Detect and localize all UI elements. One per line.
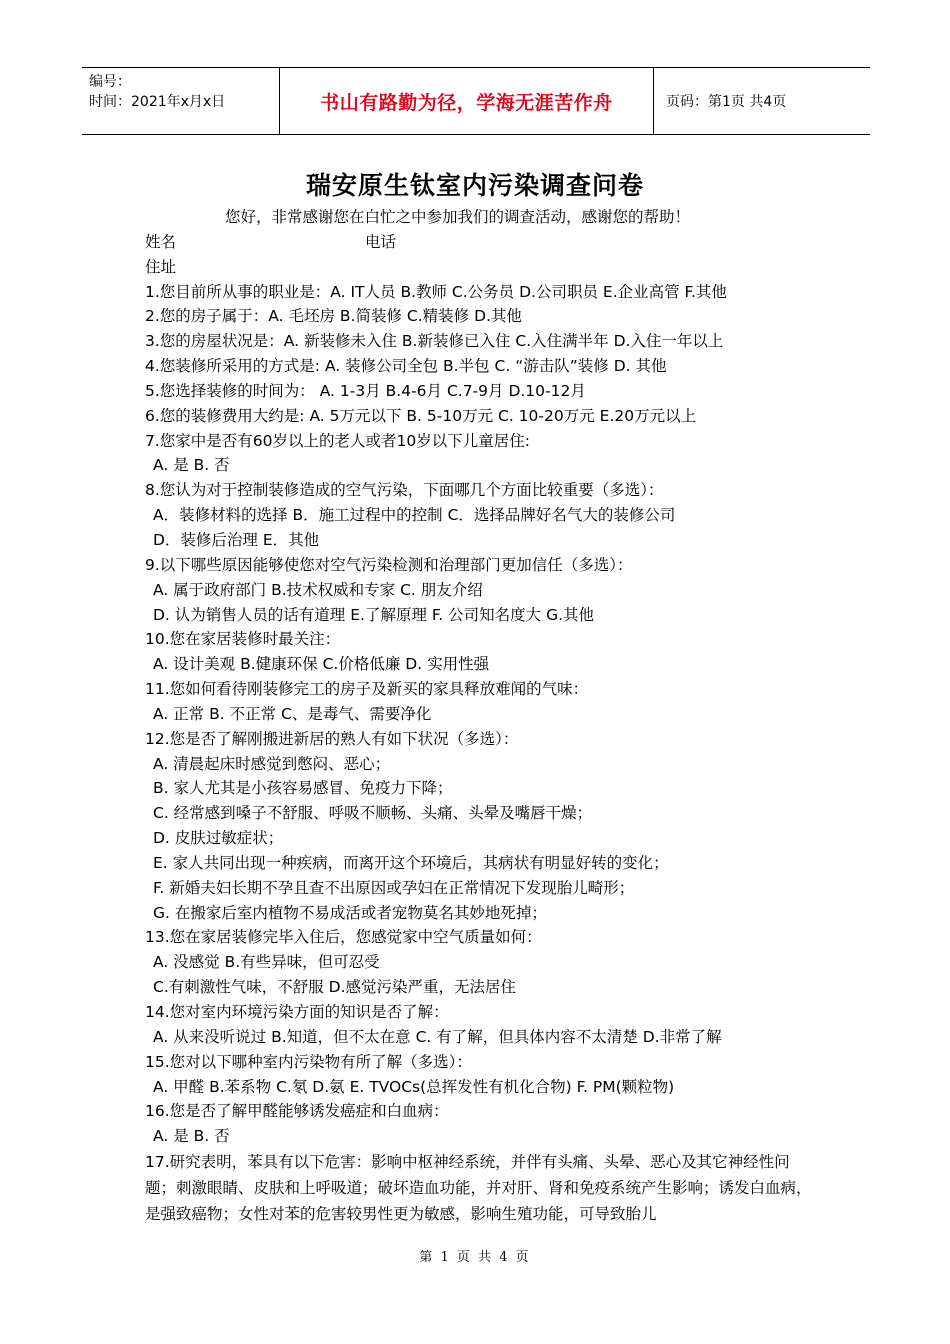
answer-options-line: A. 正常 B. 不正常 C、是毒气、需要净化 [153, 704, 432, 723]
answer-options-line: A. 清晨起床时感觉到憋闷、恶心； [153, 754, 391, 773]
answer-options-line: C. 经常感到嗓子不舒服、呼吸不顺畅、头痛、头晕及嘴唇干燥； [153, 804, 593, 823]
name-phone-row [145, 230, 815, 255]
answer-options-line: D. 皮肤过敏症状； [153, 829, 284, 848]
answer-options-line: A. 是 B. 否 [153, 456, 230, 475]
answer-options-line: A. 是 B. 否 [153, 1127, 230, 1146]
answer-options-line: A. 设计美观 B.健康环保 C.价格低廉 D. 实用性强 [153, 655, 490, 674]
answer-options-line: A. 没感觉 B.有些异味，但可忍受 [153, 953, 380, 972]
header-page-info [654, 68, 870, 134]
doc-time-label: 时间：2021年x月x日 [89, 94, 226, 110]
answer-options-line: E. 家人共同出现一种疾病，而离开这个环境后，其病状有明显好转的变化； [153, 853, 669, 872]
answer-options-line: A. 甲醛 B.苯系物 C.氡 D.氨 E. TVOCs(总挥发性有机化合物) F. PM(颗粒物) [153, 1077, 675, 1096]
question-line: 4.您装修所采用的方式是: A. 装修公司全包 B.半包 C. “游击队”装修 D. 其他 [145, 357, 667, 376]
question-line: 12.您是否了解刚搬进新居的熟人有如下状况（多选）： [145, 729, 519, 748]
answer-options-line: D. 认为销售人员的话有道理 E.了解原理 F. 公司知名度大 G.其他 [153, 605, 595, 624]
question-line: 13.您在家居装修完毕入住后，您感觉家中空气质量如何： [145, 928, 542, 947]
header-motto: 书山有路勤为径，学海无涯苦作舟 [320, 91, 613, 114]
answer-options-line: A．装修材料的选择 B．施工过程中的控制 C．选择品牌好名气大的装修公司 [153, 506, 676, 525]
question-line: 5.您选择装修的时间为： A. 1-3月 B.4-6月 C.7-9月 D.10-12月 [145, 381, 586, 400]
question-line: 14.您对室内环境污染方面的知识是否了解： [145, 1003, 449, 1021]
phone-field-label: 电话 [365, 232, 397, 251]
questionnaire-body [145, 205, 815, 1227]
question-line: 6.您的装修费用大约是: A. 5万元以下 B. 5-10万元 C. 10-20万元 E.20万元以上 [145, 406, 697, 425]
page-footer: 第 1 页 共 4 页 [419, 1250, 531, 1265]
question-17-paragraph: 17.研究表明，苯具有以下危害：影响中枢神经系统，并伴有头痛、头晕、恶心及其它神经性问题；刺激眼睛、皮肤和上呼吸道；破坏造血功能，并对肝、肾和免疫系统产生影响；诱发白血病，是强致癌物；女性对苯的危害较男性更为敏感，影响生殖功能，可导致胎儿 [145, 1153, 812, 1224]
question-line: 11.您如何看待刚装修完工的房子及新买的家具释放难闻的气味： [145, 680, 589, 699]
address-field-label: 住址 [145, 257, 177, 276]
question-line: 3.您的房屋状况是：A. 新装修未入住 B.新装修已入住 C.入住满半年 D.入住一年以上 [145, 332, 724, 351]
header-meta [82, 68, 280, 134]
name-field-label: 姓名 [145, 232, 177, 251]
question-line: 2.您的房子属于：A. 毛坯房 B.简装修 C.精装修 D.其他 [145, 307, 522, 326]
question-line: 7.您家中是否有60岁以上的老人或者10岁以下儿童居住: [145, 431, 530, 450]
question-line: 8.您认为对于控制装修造成的空气污染，下面哪几个方面比较重要（多选）： [145, 481, 664, 500]
question-line: 9.以下哪些原因能够使您对空气污染检测和治理部门更加信任（多选）： [145, 555, 633, 574]
question-line: 15.您对以下哪种室内污染物有所了解（多选）： [145, 1052, 472, 1071]
question-line: 16.您是否了解甲醛能够诱发癌症和白血病： [145, 1102, 449, 1121]
answer-options-line: G. 在搬家后室内植物不易成活或者宠物莫名其妙地死掉； [153, 903, 547, 922]
document-header [82, 67, 870, 135]
answer-options-line: F. 新婚夫妇长期不孕且查不出原因或孕妇在正常情况下发现胎儿畸形； [153, 878, 635, 897]
answer-options-line: A. 从来没听说过 B.知道，但不太在意 C. 有了解，但具体内容不太清楚 D.非常了解 [153, 1027, 722, 1046]
page-title: 瑞安原生钛室内污染调查问卷 [305, 171, 644, 200]
answer-options-line: A. 属于政府部门 B.技术权威和专家 C. 朋友介绍 [153, 580, 483, 599]
question-line: 1.您目前所从事的职业是：A. IT人员 B.教师 C.公务员 D.公司职员 E.企业高管 F.其他 [145, 282, 727, 301]
header-motto-cell [280, 68, 654, 134]
question-list [145, 280, 815, 1150]
answer-options-line: C.有刺激性气味，不舒服 D.感觉污染严重，无法居住 [153, 978, 517, 997]
answer-options-line: D．装修后治理 E．其他 [153, 530, 320, 549]
question-line: 10.您在家居装修时最关注： [145, 630, 341, 649]
page-info-text: 页码：第1页 共4页 [666, 94, 787, 110]
greeting-text: 您好，非常感谢您在白忙之中参加我们的调查活动，感谢您的帮助！ [225, 208, 691, 226]
doc-number-label: 编号： [89, 74, 131, 90]
answer-options-line: B. 家人尤其是小孩容易感冒、免疫力下降； [153, 779, 453, 798]
